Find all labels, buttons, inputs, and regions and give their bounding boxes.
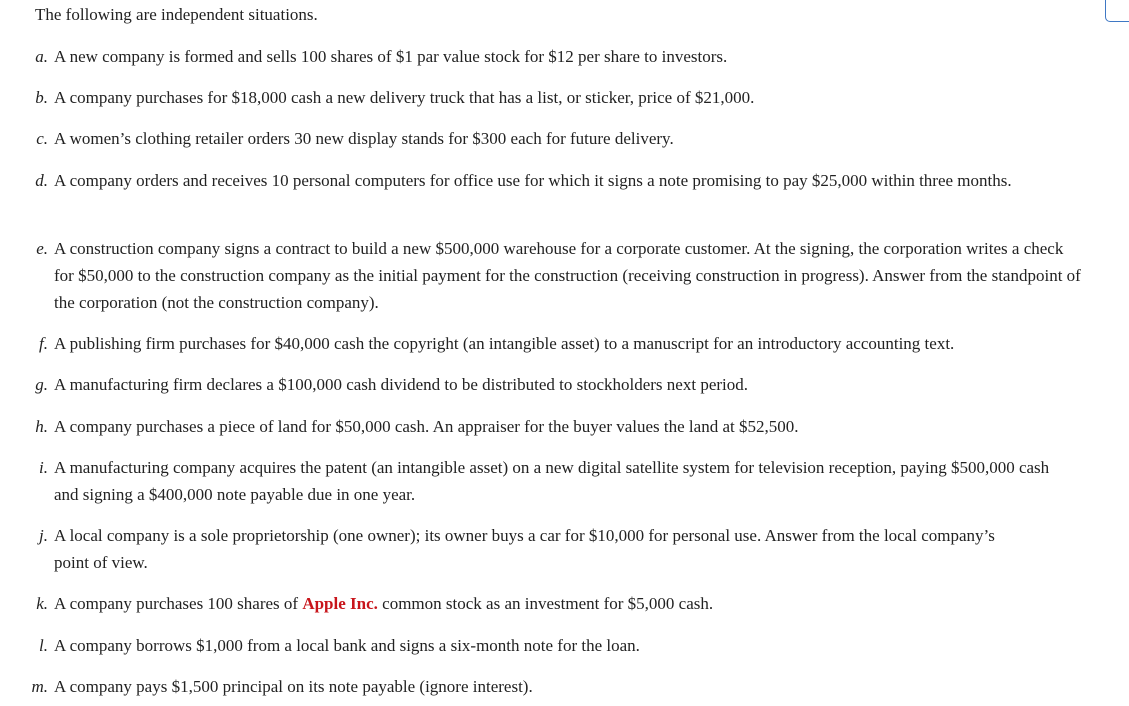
company-name-highlight: Apple Inc.: [302, 594, 378, 613]
item-text: A company purchases for $18,000 cash a new delivery truck that has a list, or sticker, price of $21,000.: [54, 88, 755, 107]
item-letter: f.: [39, 334, 48, 353]
item-letter: b.: [35, 88, 48, 107]
item-text: A company borrows $1,000 from a local bank and signs a six-month note for the loan.: [54, 636, 640, 655]
item-text: A company purchases a piece of land for $50,000 cash. An appraiser for the buyer values the land at $52,500.: [54, 417, 799, 436]
item-text: A local company is a sole proprietorship (one owner); its owner buys a car for $10,000 for personal use. Answer from the local company’s point of view.: [54, 526, 995, 572]
item-text: [54, 590, 1114, 617]
item-text-after: common stock as an investment for $5,000 cash.: [382, 594, 714, 613]
corner-widget[interactable]: [1105, 0, 1129, 22]
item-text: A company orders and receives 10 personal computers for office use for which it signs a note promising to pay $25,000 within three months.: [54, 171, 1012, 190]
item-text: A manufacturing firm declares a $100,000 cash dividend to be distributed to stockholders next period.: [54, 375, 748, 394]
item-letter: g.: [35, 375, 48, 394]
item-letter: c.: [36, 129, 48, 148]
item-text: A women’s clothing retailer orders 30 new display stands for $300 each for future delivery.: [54, 129, 674, 148]
item-letter: k.: [36, 594, 48, 613]
item-text: A new company is formed and sells 100 shares of $1 par value stock for $12 per share to investors.: [54, 47, 728, 66]
item-text: A manufacturing company acquires the patent (an intangible asset) on a new digital satellite system for television reception, paying $500,000 cash and signing a $400,000 note payable due in one year.: [54, 458, 1050, 504]
item-letter: a.: [35, 47, 48, 66]
item-letter: l.: [39, 636, 48, 655]
item-text-before: A company purchases 100 shares of: [54, 594, 299, 613]
item-letter: d.: [35, 171, 48, 190]
item-text: A company pays $1,500 principal on its note payable (ignore interest).: [54, 677, 533, 696]
item-letter: j.: [39, 526, 48, 545]
item-text: A publishing firm purchases for $40,000 cash the copyright (an intangible asset) to a manuscript for an introductory accounting text.: [54, 334, 955, 353]
item-text: A construction company signs a contract to build a new $500,000 warehouse for a corporate customer. At the signing, the corporation writes a check for $50,000 to the construction company as the initial payment for the construction (receiving construction in progress). Answer from the standpoint of the corporation (not the construction company).: [54, 239, 1081, 312]
item-letter: i.: [39, 458, 48, 477]
item-letter: m.: [31, 677, 48, 696]
item-letter: e.: [36, 239, 48, 258]
item-letter: h.: [35, 417, 48, 436]
intro-heading: The following are independent situations.: [35, 5, 318, 24]
